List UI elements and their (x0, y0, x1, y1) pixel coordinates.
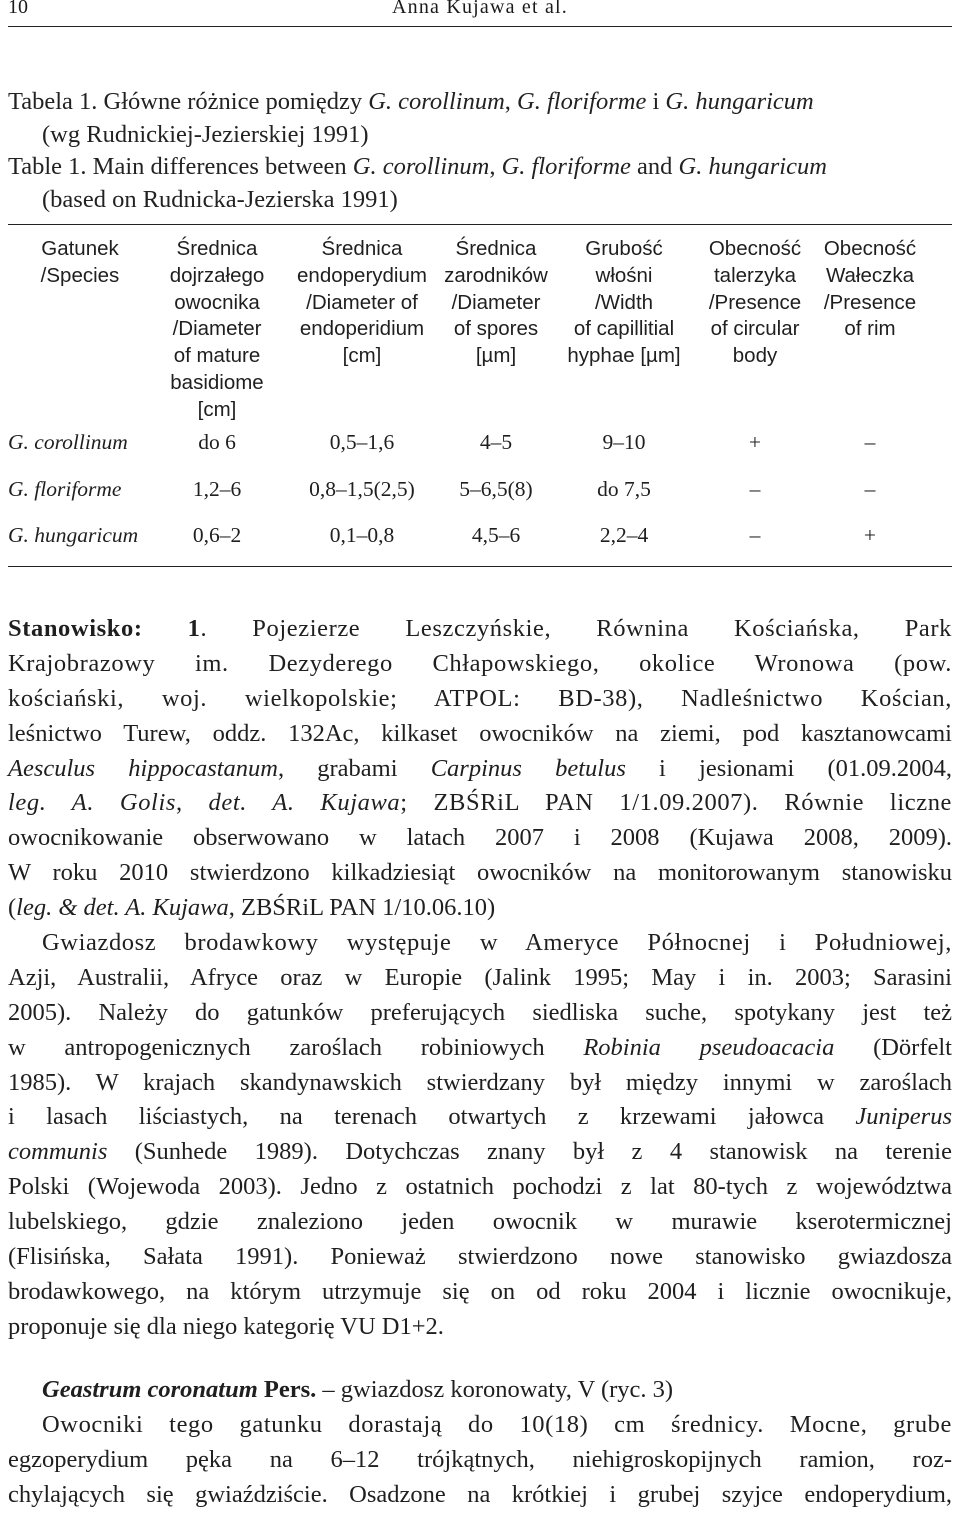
header-line: endoperidium (299, 317, 425, 341)
table-caption-english (8, 150, 827, 216)
table-cell: do 7,5 (597, 477, 651, 501)
header-line: Średnica (321, 237, 403, 260)
text-run: proponuje się dla niego kategorię VU D1+2. (8, 1312, 444, 1340)
table-cell: – (749, 477, 761, 501)
header-line: owocnika (174, 290, 260, 314)
header-line: [cm] (197, 397, 237, 421)
header-line: [cm] (342, 344, 382, 368)
caption-source: (wg Rudnickiej-Jezierskiej 1991) (42, 121, 369, 148)
caption-text: , (489, 153, 502, 180)
paragraph-distribution (8, 926, 952, 1345)
species-heading (8, 1373, 952, 1408)
header-col-rim (805, 236, 935, 343)
header-line: Grubość (585, 237, 663, 260)
header-line: endoperydium (297, 263, 427, 287)
text-run: (Flisińska, Sałata 1991). Ponieważ stwierdzono nowe stanowisko gwiazdosza (8, 1243, 952, 1271)
text-run: i jesionami (01.09.2004, (625, 754, 952, 782)
text-run: . Pojezierze Leszczyńskie, Równina Kościańska, Park (200, 615, 952, 642)
text-run: chylających się gwiaździście. Osadzone na krótkiej i grubej szyjce endoperydium, (8, 1480, 952, 1508)
header-line: /Width (594, 290, 654, 314)
text-line (8, 1373, 952, 1408)
header-line: Wałeczka (825, 263, 915, 287)
header-line: of capillitial (573, 317, 675, 341)
text-line (8, 786, 952, 821)
text-run: (Dörfelt (834, 1033, 952, 1061)
table-cell: – (864, 430, 876, 454)
header-col-endoperidium-diameter (287, 236, 437, 370)
text-run: W roku 2010 stwierdzono kilkadziesiąt owocników na monitorowanym stanowisku (8, 859, 952, 887)
collector: leg. & det. A. Kujawa (16, 894, 229, 922)
table-cell: + (863, 523, 877, 547)
text-run: brodawkowego, na którym utrzymuje się on od roku 2004 i licznie owocnikuje, (8, 1277, 952, 1305)
text-run: i lasach liściastych, na terenach otwartych z krzewami jałowca (8, 1103, 856, 1131)
species-name: Juniperus (855, 1103, 952, 1131)
text-line (8, 1443, 952, 1478)
caption-species: G. floriforme (501, 153, 631, 180)
header-line: of mature (173, 344, 261, 368)
header-col-basidiome-diameter (142, 236, 292, 424)
header-line: Średnica (176, 237, 258, 260)
caption-text: Tabela 1. Główne różnice pomiędzy (8, 88, 369, 115)
text-run: ( (8, 894, 17, 922)
determiner: det. A. Kujawa (208, 789, 401, 817)
text-run: leśnictwo Turew, oddz. 132Ac, kilkaset owocników na ziemi, pod kasztanowcami (8, 719, 952, 747)
header-line: basidiome (170, 370, 264, 394)
table-cell: 4–5 (479, 430, 513, 454)
header-line: Obecność (708, 237, 802, 260)
header-line: of circular (710, 317, 800, 341)
caption-species: G. corollinum (352, 153, 490, 180)
header-line: hyphae [µm] (567, 344, 681, 368)
table-cell: – (864, 477, 876, 501)
table-cell: do 6 (198, 430, 236, 454)
header-line: [µm] (475, 344, 517, 368)
header-line: /Diameter (172, 317, 262, 341)
text-run: , grabami (277, 754, 431, 782)
caption-text: i (646, 88, 666, 115)
table-cell: 0,8–1,5(2,5) (309, 477, 415, 501)
header-line: /Diameter (451, 290, 541, 314)
text-line (8, 996, 952, 1031)
text-line (8, 821, 952, 856)
text-run: owocnikowanie obserwowano w latach 2007 i 2008 (Kujawa 2008, 2009). (8, 824, 952, 852)
table-row-species: G. corollinum (8, 430, 128, 454)
table-cell: 9–10 (602, 430, 646, 454)
table-cell: 5–6,5(8) (459, 477, 533, 501)
caption-species: G. floriforme (517, 88, 647, 115)
text-line (8, 856, 952, 891)
header-col-capillitium-width (549, 236, 699, 370)
table-row-species: G. floriforme (8, 477, 122, 501)
header-col-species (20, 236, 140, 290)
table-cell: 1,2–6 (192, 477, 242, 501)
header-line: zarodników (444, 263, 548, 287)
text-line (8, 1310, 952, 1345)
paragraph-description (8, 1408, 952, 1513)
caption-species: G. hungaricum (665, 88, 814, 115)
running-authors: Anna Kujawa et al. (392, 0, 568, 18)
header-line: talerzyka (713, 263, 797, 287)
text-run: Krajobrazowy im. Dezyderego Chłapowskiego, okolice Wronowa (pow. (8, 649, 952, 677)
species-heading-name: Geastrum coronatum (42, 1376, 258, 1403)
table-top-rule (8, 224, 952, 225)
text-run: (Sunhede 1989). Dotychczas znany był z 4 stanowisk na terenie (107, 1138, 952, 1166)
text-line (8, 1205, 952, 1240)
species-name: Robinia pseudoacacia (583, 1033, 835, 1061)
text-run: , (176, 789, 209, 817)
paragraph-locality (8, 612, 952, 926)
species-name: communis (8, 1138, 108, 1166)
text-line (8, 1170, 952, 1205)
table-cell: – (749, 523, 761, 547)
header-line: Średnica (455, 237, 537, 260)
caption-text: Table 1. Main differences between (8, 153, 353, 180)
table-cell: 4,5–6 (471, 523, 521, 547)
text-run: 1985). W krajach skandynawskich stwierdzany był między innymi w zaroślach (8, 1068, 952, 1096)
header-line: of rim (844, 317, 896, 341)
caption-text: and (630, 153, 679, 180)
collector: leg. A. Golis (8, 789, 176, 817)
text-run: 2005). Należy do gatunków preferujących siedliska suche, spotykany jest też (8, 998, 952, 1026)
table-bottom-rule (8, 566, 952, 567)
text-line (8, 926, 952, 961)
text-run: Polski (Wojewoda 2003). Jedno z ostatnich pochodzi z lat 80-tych z województwa (8, 1173, 952, 1201)
caption-text: , (504, 88, 518, 115)
text-run: Azji, Australii, Afryce oraz w Europie (Jalink 1995; May i in. 2003; Sarasini (8, 963, 952, 991)
species-heading-rest: – gwiazdosz koronowaty, V (ryc. 3) (316, 1376, 674, 1403)
page-number: 10 (8, 0, 28, 18)
caption-species: G. corollinum (368, 88, 505, 115)
header-line: /Diameter of (306, 290, 418, 314)
header-line: włośni (595, 263, 653, 287)
text-line (8, 1031, 952, 1066)
table-cell: 2,2–4 (599, 523, 649, 547)
table-cell: 0,1–0,8 (329, 523, 395, 547)
species-name: Aesculus hippocastanum (8, 754, 278, 782)
text-run: egzoperydium pęka na 6–12 trójkątnych, niehigroskopijnych ramion, roz- (8, 1445, 952, 1473)
table-cell: 0,6–2 (192, 523, 242, 547)
header-col-spore-diameter (431, 236, 561, 370)
text-line (8, 1408, 952, 1443)
text-run: Gwiazdosz brodawkowy występuje w Ameryce Północnej i Południowej, (42, 929, 952, 956)
header-line: /Presence (823, 290, 917, 314)
text-run: ; ZBŚRiL PAN 1/1.09.2007). Równie liczne (400, 789, 953, 817)
species-name: Carpinus betulus (430, 754, 626, 782)
text-run: lubelskiego, gdzie znaleziono jeden owocnik w murawie kserotermicznej (8, 1208, 952, 1236)
species-author: Pers. (257, 1376, 317, 1403)
running-header (8, 0, 952, 22)
text-line (8, 647, 952, 682)
caption-source: (based on Rudnicka-Jezierska 1991) (42, 186, 398, 213)
text-line (8, 1100, 952, 1135)
header-line: of spores (453, 317, 539, 341)
text-line (8, 1240, 952, 1275)
text-line (8, 612, 952, 647)
locality-label: Stanowisko: 1 (8, 615, 201, 642)
text-line (8, 1478, 952, 1513)
text-line (8, 1135, 952, 1170)
header-line: /Presence (708, 290, 802, 314)
text-line (8, 682, 952, 717)
text-line (8, 961, 952, 996)
text-line (8, 752, 952, 787)
text-line (8, 891, 952, 926)
header-line: Gatunek (41, 237, 119, 260)
text-run: w antropogenicznych zaroślach robiniowych (8, 1033, 584, 1061)
caption-species: G. hungaricum (678, 153, 827, 180)
text-line (8, 1066, 952, 1101)
header-col-circular-body (695, 236, 815, 370)
header-rule (8, 26, 952, 27)
table-cell: 0,5–1,6 (329, 430, 395, 454)
table-cell: + (748, 430, 762, 454)
text-line (8, 717, 952, 752)
table-caption-polish (8, 85, 814, 151)
text-line (8, 1275, 952, 1310)
header-line: Obecność (823, 237, 917, 260)
header-line: /Species (40, 263, 120, 287)
text-run: kościański, woj. wielkopolskie; ATPOL: BD-38), Nadleśnictwo Kościan, (8, 684, 952, 712)
text-run: , ZBŚRiL PAN 1/10.06.10) (228, 894, 496, 922)
header-line: body (732, 344, 778, 368)
text-run: Owocniki tego gatunku dorastają do 10(18) cm średnicy. Mocne, grube (42, 1411, 952, 1438)
table-row-species: G. hungaricum (8, 523, 139, 547)
header-line: dojrzałego (169, 263, 265, 287)
